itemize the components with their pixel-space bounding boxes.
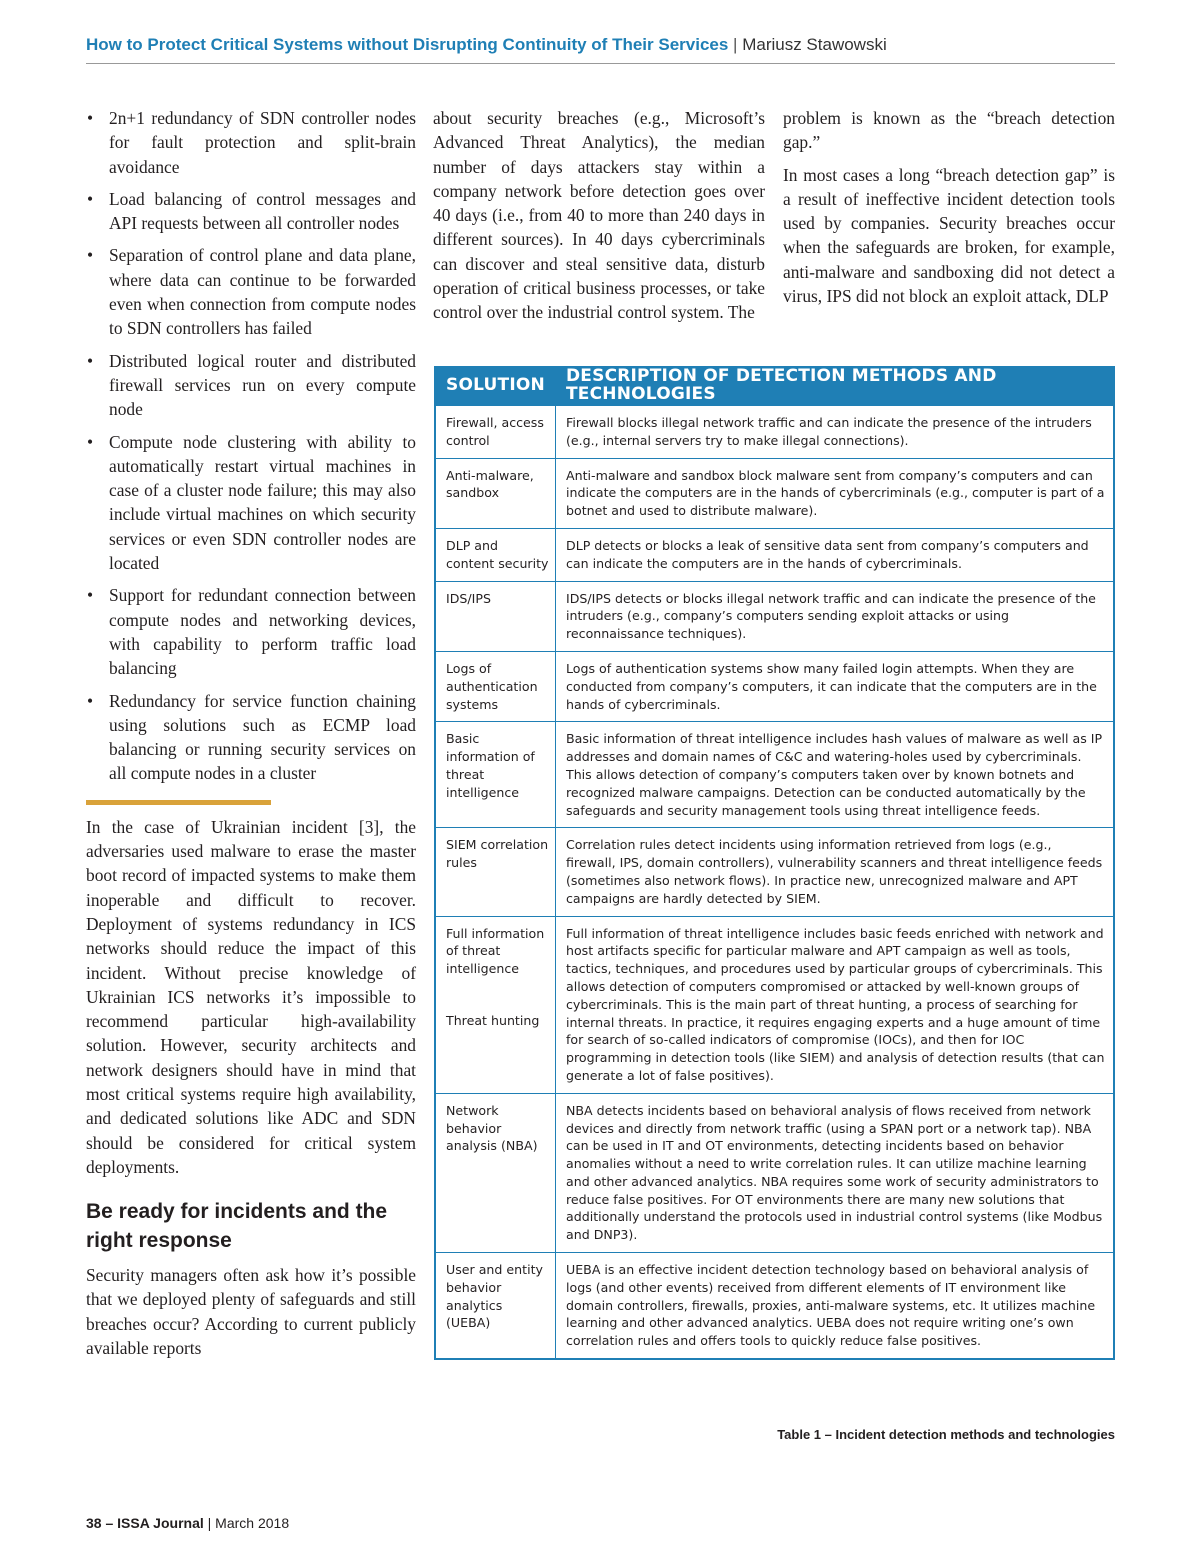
description-cell: Logs of authentication systems show many failed login attempts. When they are conducted from company’s computers, it can indicate that the computers are in the hands of cybercriminals. [566,660,1097,712]
section-divider [86,800,271,805]
bullet-icon: • [87,350,94,371]
table-row [436,1093,1113,1252]
table-row [436,827,1113,915]
bullet-icon: • [87,245,94,266]
description-cell: Basic information of threat intelligence includes hash values of malware as well as IP addresses and domain names of C&C and watering-holes used by cybercriminals. This allows detection of company’s computers taken over by known botnets and recognized malware campaigns. Detection can be conducted automatically by the safeguards and security management tools using threat intelligence feeds. [566,731,1103,818]
bullet-icon: • [87,108,94,128]
body-paragraph: about security breaches (e.g., Microsoft’s Advanced Threat Analytics), the median number of days attackers stay within a company network before detection goes over 40 days (i.e., from 40 to more than 240 days in different sources). In 40 days cybercriminals can discover and steal sensitive data, disturb operation of critical business processes, or take control over the industrial control system. The [433,108,765,323]
solution-cell: Logs of authentication systems [436,652,556,721]
list-item: • Load balancing of control messages and API requests between all controller nodes [87,188,416,234]
solution-cell: SIEM correlation rules [436,828,556,915]
body-paragraph: In most cases a long “breach detection gap” is a result of ineffective incident detection tools used by companies. Security breaches occur when the safeguards are broken, for example, anti-malware and sandboxing did not detect a virus, IPS did not block an exploit attack, DLP [783,164,1115,307]
issue-date: March 2018 [215,1515,290,1531]
table-row [436,406,1113,458]
solution-cell: Basic information of threat intelligence [436,722,556,827]
header-separator: | [733,35,738,54]
article-title: How to Protect Critical Systems without Disrupting Continuity of Their Services [86,35,729,54]
body-paragraph: Security managers often ask how it’s possible that we deployed plenty of safeguards and still breaches occur? According to current publicly available reports [86,1265,416,1359]
solution-cell: Anti-malware, sandbox [436,459,556,528]
section-heading: Be ready for incidents and the right response [86,1200,388,1253]
list-item: • Support for redundant connection between compute nodes and networking devices, with capability to perform traffic load balancing [87,585,416,679]
list-item: • 2n+1 redundancy of SDN controller nodes for fault protection and split-brain avoidance [87,108,416,177]
solution-cell: DLP and content security [436,529,556,581]
list-item: • Distributed logical router and distributed firewall services run on every compute node [87,350,416,420]
running-header [86,34,887,56]
table-header [436,366,1113,406]
description-cell: NBA detects incidents based on behavioral analysis of flows received from network devices and directly from network traffic (using a SPAN port or a network tap). NBA can be used in IT and OT environments, detecting incidents based on behavior anomalies without a need to write correlation rules. It can utilize machine learning and other advanced analytics. NBA requires some work of security administrators to reduce false positives. For OT environments there are many new solutions that additionally understand the protocols used in industrial control systems (like Modbus and DNP3). [566,1102,1103,1243]
solution-label: Full information of threat intelligence [446,925,545,977]
footer-separator: | [207,1515,212,1531]
table-row [436,916,1113,1093]
table-row [436,528,1113,581]
solution-cell: Network behavior analysis (NBA) [436,1094,556,1252]
table-body [436,406,1113,1358]
list-item: • Compute node clustering with ability to automatically restart virtual machines in case of a cluster node failure; this may also include virtual machines on which security services or even SDN controller nodes are located [87,431,416,574]
table-row [436,721,1113,827]
table-row [436,581,1113,651]
bullet-icon: • [87,585,94,606]
description-cell: UEBA is an effective incident detection technology based on behavioral analysis of logs (and other events) received from different elements of IT environment like domain controllers, firewalls, proxies, anti-malware systems, etc. It utilizes machine learning and other advanced analytics. UEBA does not require writing one’s own correlation rules and offers tools to quickly reduce false positives. [566,1262,1096,1349]
bullet-list [86,106,416,786]
description-cell: Anti-malware and sandbox block malware sent from company’s computers and can indicate the computers are in the hands of cybercriminals (e.g., computer is part of a botnet and used to distribute malware). [566,467,1105,519]
solution-cell: IDS/IPS [436,582,556,651]
header-rule [86,63,1115,64]
column-middle [433,106,765,333]
description-cell: Correlation rules detect incidents using information retrieved from logs (e.g., firewall, IPS, domain controllers), vulnerability scanners and threat intelligence feeds (sometimes also network flows). In practice new, unrecognized malware and APT campaigns are hardly detected by SIEM. [566,837,1103,906]
body-paragraph: In the case of Ukrainian incident [3], the adversaries used malware to erase the master boot record of impacted systems to make them inoperable and difficult to recover. Deployment of systems redundancy in ICS networks should reduce the impact of this incident. Without precise knowledge of Ukrainian ICS networks it’s impossible to recommend particular high-availability solution. However, security architects and network designers should have in mind that most critical systems require high availability, and dedicated solutions like ADC and SDN should be considered for critical system deployments. [86,816,416,1177]
column-header-solution: SOLUTION [446,375,545,396]
page-number: 38 – ISSA Journal [86,1515,204,1531]
description-cell: IDS/IPS detects or blocks illegal network traffic and can indicate the presence of the intruders (e.g., company’s computers sending exploit attacks or using reconnaissance techniques). [566,590,1096,642]
column-right [783,106,1115,316]
description-cell: Full information of threat intelligence includes basic feeds enriched with network and host artifacts specific for particular malware and APT campaign as well as tools, tactics, techniques, and procedures used by particular groups of cybercriminals. This allows detection of computers compromised or attacked by well-known groups of cybercriminals. This is the main part of threat hunting, a process of searching for internal threats. In practice, it requires engaging experts and a huge amount of time for search of so-called indicators of compromise (IOCs), and then for IOC programming in detection tools (like SIEM) and analysis of detection results (that can generate a lot of false positives). [566,925,1105,1083]
page-footer [86,1515,289,1531]
table-row [436,1252,1113,1358]
body-paragraph: problem is known as the “breach detection gap.” [783,108,1115,153]
bullet-icon: • [87,690,94,711]
description-cell: Firewall blocks illegal network traffic and can indicate the presence of the intruders (e.g., internal servers try to make illegal connections). [566,415,1092,448]
table-row [436,651,1113,721]
list-item: • Separation of control plane and data plane, where data can continue to be forwarded even when connection from compute nodes to SDN controllers has failed [87,245,416,339]
column-left [86,106,416,1368]
solution-cell [436,917,556,1093]
solution-cell: User and entity behavior analytics (UEBA) [436,1253,556,1358]
table-caption: Table 1 – Incident detection methods and technologies [777,1427,1115,1442]
list-item: • Redundancy for service function chaining using solutions such as ECMP load balancing or running security services on all compute nodes in a cluster [87,690,416,784]
bullet-icon: • [87,431,94,452]
column-header-description: DESCRIPTION OF DETECTION METHODS AND TECHNOLOGIES [566,366,997,404]
detection-methods-table [434,366,1115,1360]
solution-cell: Firewall, access control [436,406,556,458]
description-cell: DLP detects or blocks a leak of sensitive data sent from company’s computers and can indicate the computers are in the hands of cybercriminals. [566,537,1089,571]
bullet-icon: • [87,188,94,209]
article-author: Mariusz Stawowski [742,35,887,54]
table-row [436,458,1113,528]
solution-label-secondary: Threat hunting [446,1012,540,1028]
